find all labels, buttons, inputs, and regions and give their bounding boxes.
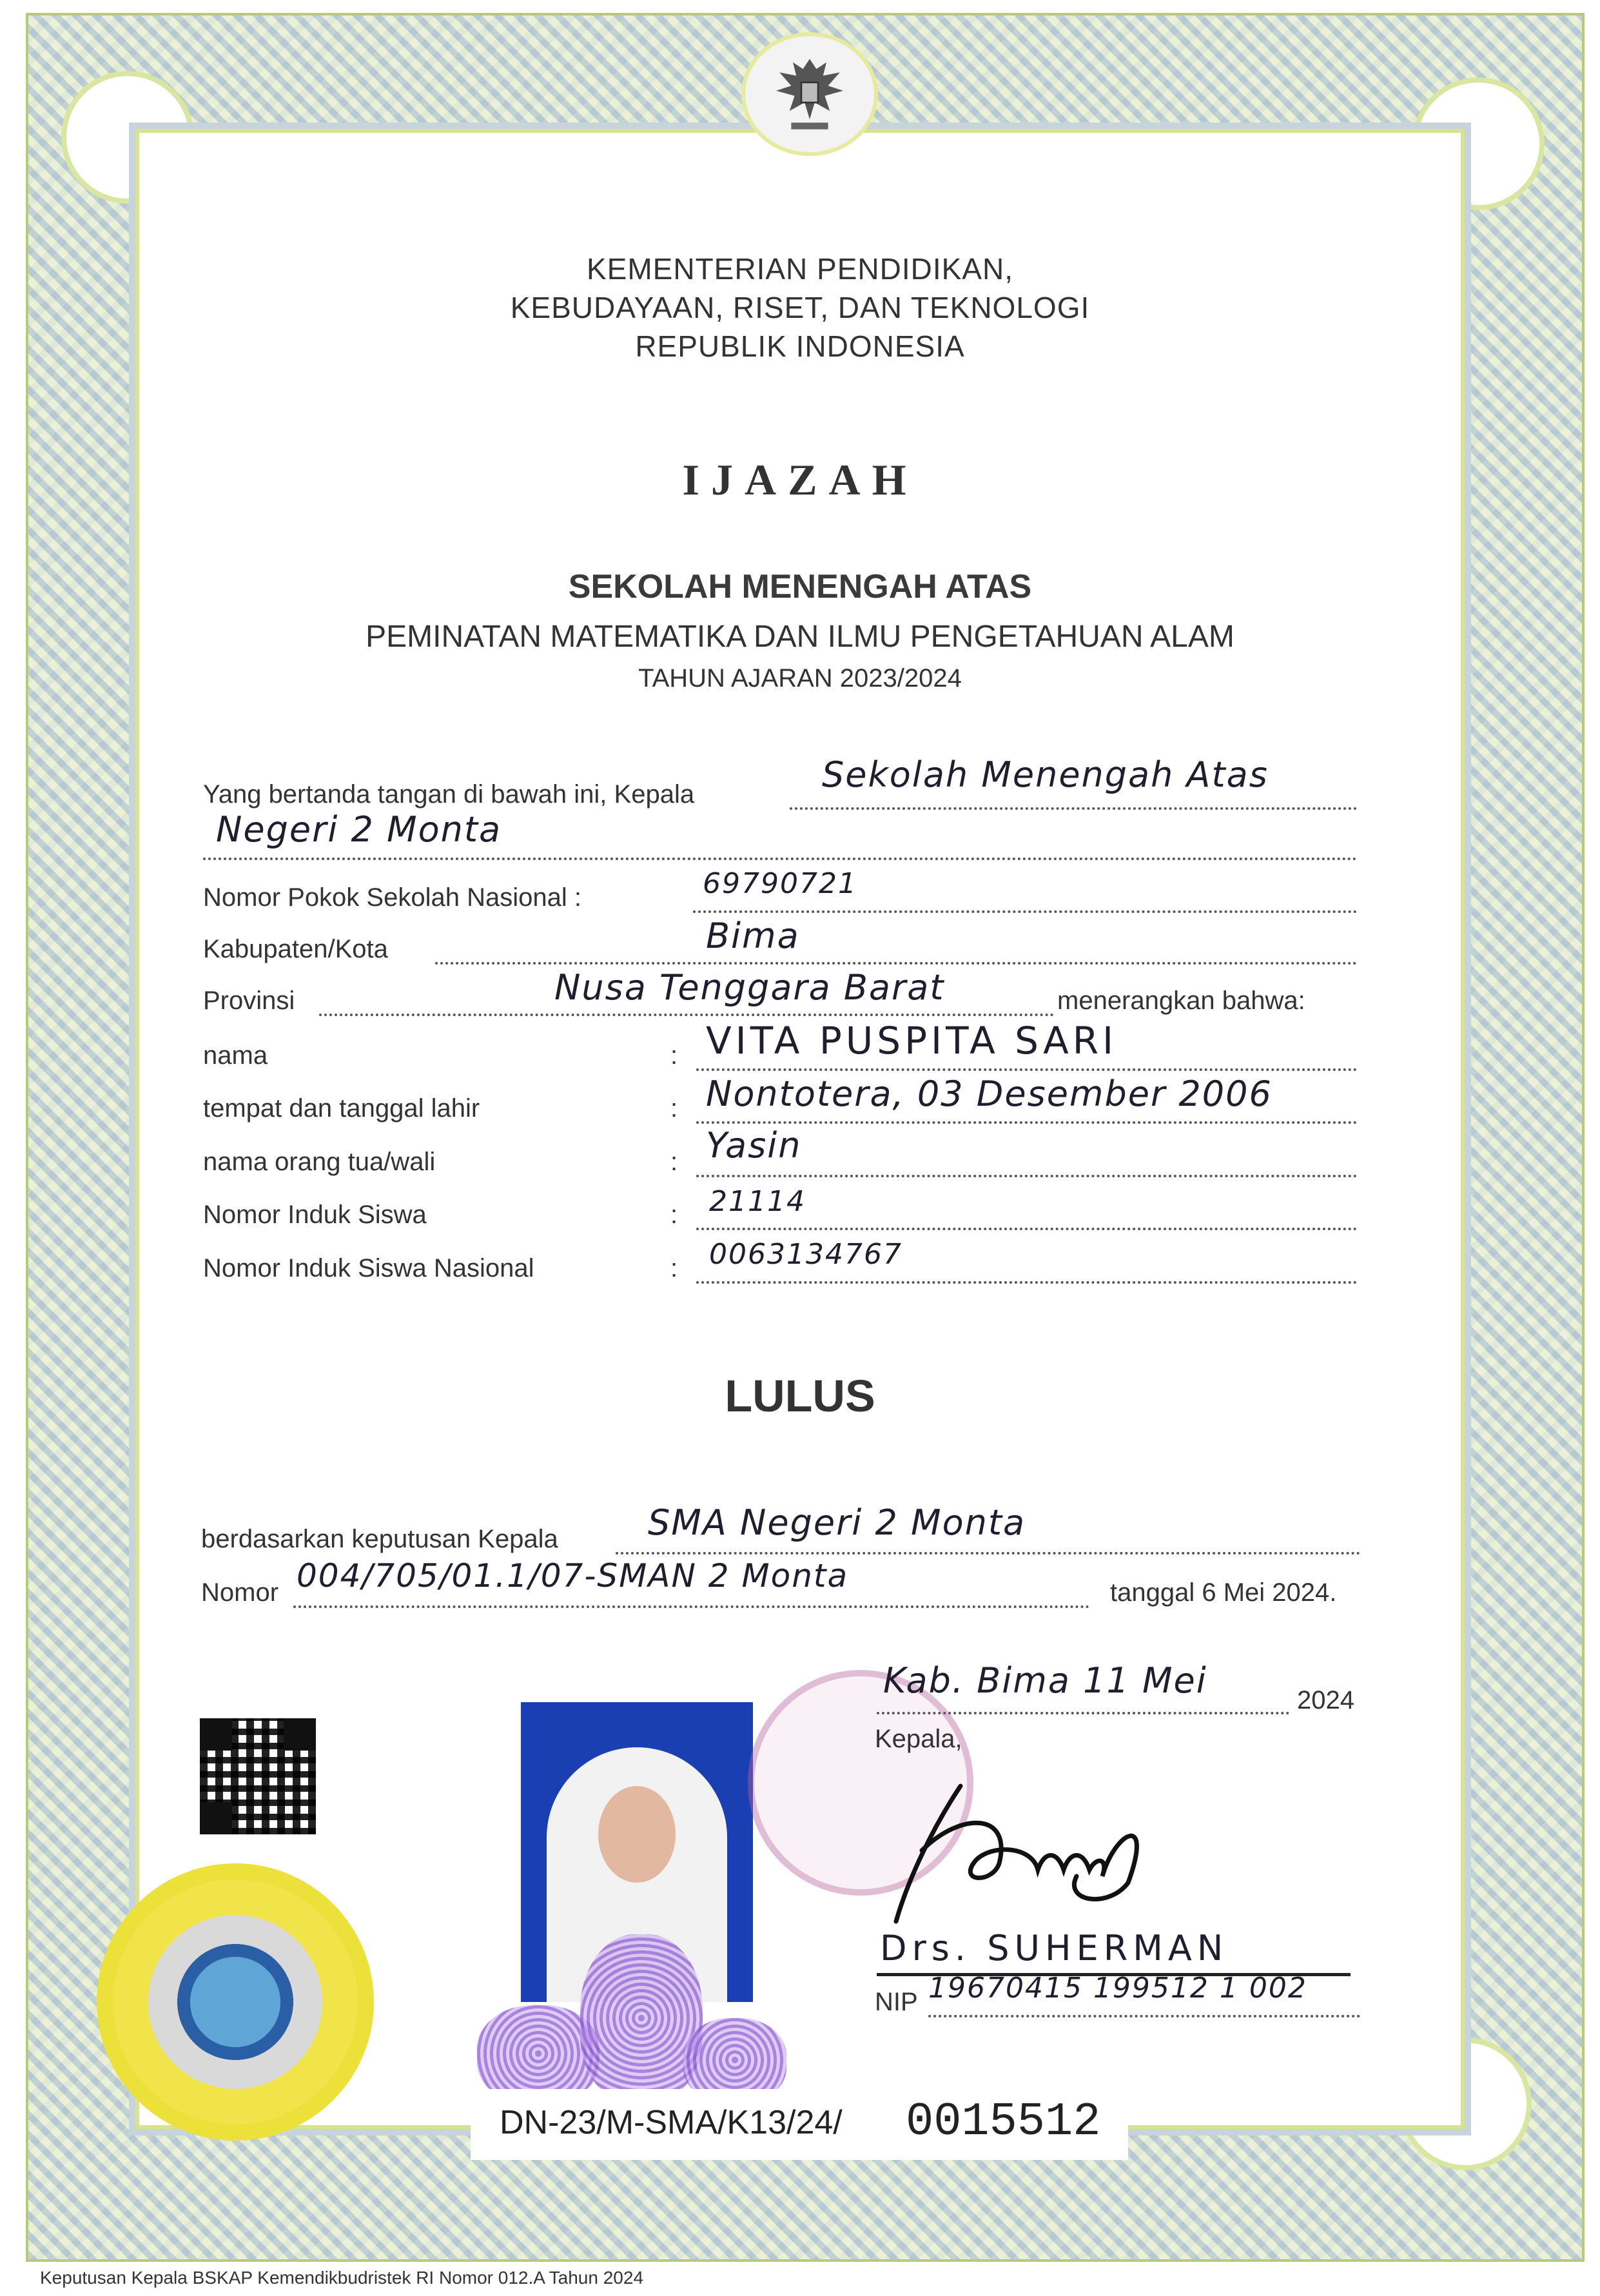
field-label-nis: Nomor Induk Siswa — [203, 1201, 427, 1229]
npsn-label: Nomor Pokok Sekolah Nasional : — [203, 883, 581, 912]
signing-role: Kepala, — [875, 1725, 962, 1753]
dotted-line — [319, 1014, 1054, 1016]
provinsi-label: Provinsi — [203, 986, 295, 1015]
school-name-line-1: Sekolah Menengah Atas — [822, 754, 1269, 795]
dotted-line — [435, 962, 1357, 965]
field-value-orang-tua: Yasin — [706, 1125, 802, 1166]
dotted-line — [616, 1552, 1360, 1555]
serial-prefix: DN-23/M-SMA/K13/24/ — [500, 2104, 843, 2141]
decision-school: SMA Negeri 2 Monta — [648, 1502, 1026, 1543]
garuda-emblem-icon — [741, 32, 878, 156]
kemendikbud-seal-icon — [97, 1863, 374, 2141]
nip-label: NIP — [875, 1988, 918, 2016]
signing-place-date: Kab. Bima 11 Mei — [883, 1660, 1207, 1701]
field-value-ttl: Nontotera, 03 Desember 2006 — [706, 1074, 1273, 1114]
ministry-line-3: REPUBLIK INDONESIA — [635, 329, 965, 363]
field-value-nisn: 0063134767 — [709, 1238, 902, 1271]
provinsi-suffix: menerangkan bahwa: — [1057, 986, 1305, 1015]
dotted-line — [696, 1228, 1357, 1230]
signer-name: Drs. SUHERMAN — [880, 1928, 1229, 1968]
field-label-nisn: Nomor Induk Siswa Nasional — [203, 1254, 534, 1282]
colon: : — [670, 1148, 678, 1176]
dotted-line — [696, 1175, 1357, 1177]
colon: : — [670, 1201, 678, 1229]
provinsi-value: Nusa Tenggara Barat — [554, 967, 945, 1008]
colon: : — [670, 1041, 678, 1070]
signature-icon — [883, 1773, 1154, 1928]
school-level: SEKOLAH MENENGAH ATAS — [568, 568, 1032, 605]
npsn-value: 69790721 — [703, 867, 857, 900]
academic-year: TAHUN AJARAN 2023/2024 — [638, 664, 962, 692]
school-name-line-2: Negeri 2 Monta — [216, 809, 502, 850]
ministry-line-2: KEBUDAYAAN, RISET, DAN TEKNOLOGI — [510, 291, 1090, 324]
dotted-line — [696, 1068, 1357, 1071]
dotted-line — [203, 858, 1357, 860]
field-value-nama: VITA PUSPITA SARI — [706, 1019, 1118, 1063]
ministry-line-1: KEMENTERIAN PENDIDIKAN, — [587, 252, 1013, 286]
decision-date: tanggal 6 Mei 2024. — [1110, 1578, 1337, 1607]
qr-code-icon — [200, 1718, 316, 1834]
dotted-line — [696, 1121, 1357, 1124]
field-value-nis: 21114 — [709, 1185, 806, 1218]
kabupaten-value: Bima — [706, 916, 800, 956]
serial-number: 0015512 — [906, 2095, 1101, 2148]
footer-legal-note: Keputusan Kepala BSKAP Kemendikbudristek RI Nomor 012.A Tahun 2024 — [40, 2268, 644, 2288]
field-label-nama: nama — [203, 1041, 268, 1070]
colon: : — [670, 1254, 678, 1282]
kabupaten-label: Kabupaten/Kota — [203, 935, 388, 963]
decision-nomor-label: Nomor — [201, 1578, 279, 1607]
dotted-line — [693, 910, 1357, 913]
decision-label: berdasarkan keputusan Kepala — [201, 1525, 558, 1553]
dotted-line — [790, 807, 1357, 810]
graduation-result: LULUS — [725, 1371, 875, 1421]
decision-nomor-value: 004/705/01.1/07-SMAN 2 Monta — [297, 1557, 849, 1594]
dotted-line — [877, 1712, 1289, 1714]
intro-label: Yang bertanda tangan di bawah ini, Kepala — [203, 780, 695, 809]
document-title: IJAZAH — [682, 455, 918, 504]
program-line: PEMINATAN MATEMATIKA DAN ILMU PENGETAHUAN ALAM — [366, 620, 1234, 654]
dotted-line — [696, 1281, 1357, 1284]
signing-year: 2024 — [1297, 1686, 1354, 1714]
nip-value: 19670415 199512 1 002 — [928, 1972, 1307, 2005]
dotted-line — [293, 1605, 1089, 1608]
dotted-line — [928, 2015, 1360, 2017]
field-label-orang-tua: nama orang tua/wali — [203, 1148, 436, 1176]
field-label-ttl: tempat dan tanggal lahir — [203, 1094, 480, 1123]
colon: : — [670, 1094, 678, 1123]
